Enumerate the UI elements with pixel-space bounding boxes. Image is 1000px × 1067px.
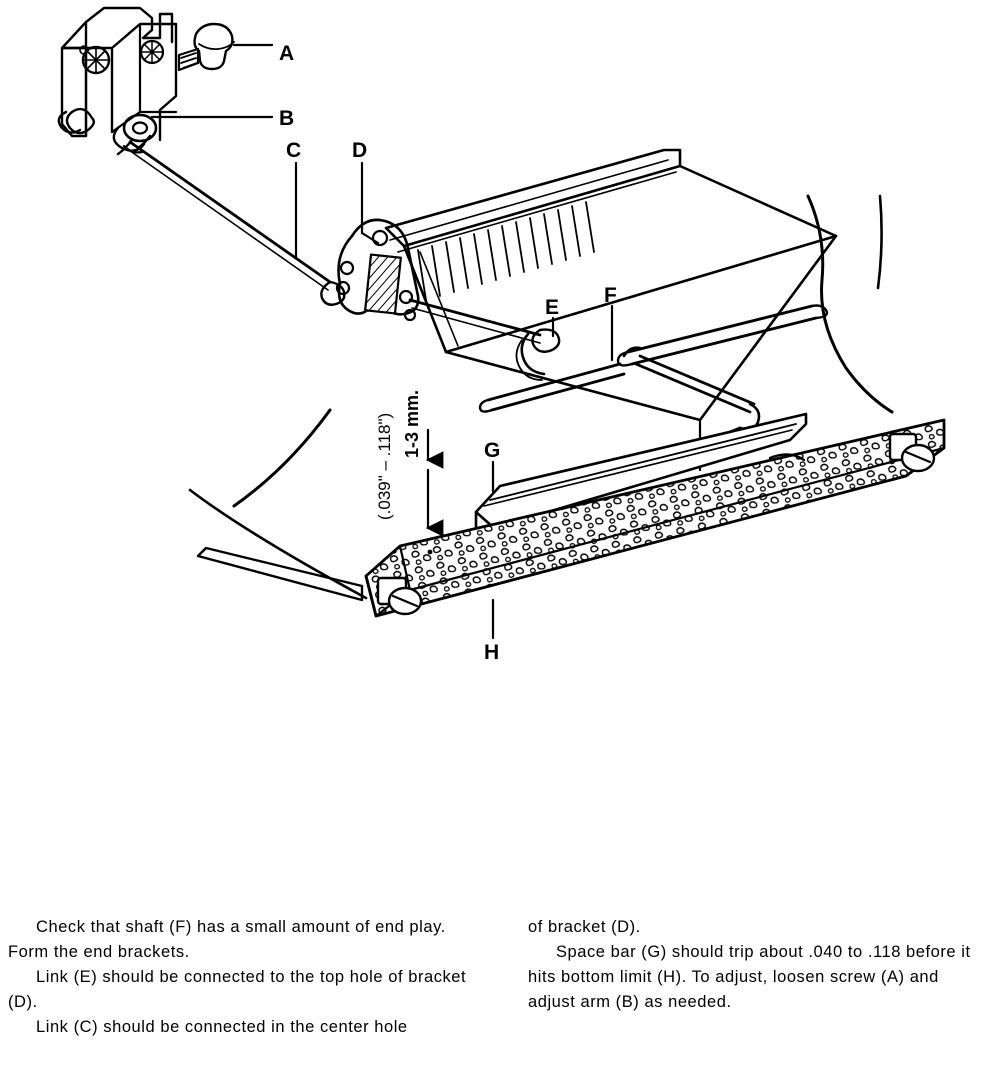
caption-paragraph: Check that shaft (F) has a small amount of end play. Form the end brackets. bbox=[8, 918, 446, 961]
callout-a: A bbox=[279, 42, 295, 65]
callout-leaders bbox=[152, 45, 378, 258]
callout-f: F bbox=[604, 284, 617, 307]
callout-h: H bbox=[484, 641, 500, 664]
caption-paragraph: Space bar (G) should trip about .040 to .118 before it hits bottom limit (H). To adjust, loosen screw (A) and adjust arm (B) as needed. bbox=[528, 943, 971, 1011]
caption-right-column bbox=[528, 915, 990, 1015]
caption-paragraph: Link (C) should be connected in the center hole bbox=[36, 1018, 408, 1036]
callout-e: E bbox=[545, 296, 560, 319]
figure-caption bbox=[0, 915, 1000, 1065]
callout-g: G bbox=[484, 439, 501, 462]
callout-b: B bbox=[279, 107, 295, 130]
callout-d: D bbox=[352, 139, 368, 162]
gap-dimension bbox=[428, 430, 433, 554]
caption-left-column bbox=[8, 915, 476, 1040]
dimension-millimeters: 1-3 mm. bbox=[402, 389, 422, 458]
link-c bbox=[126, 142, 344, 305]
end-bracket-assembly bbox=[59, 8, 176, 151]
caption-paragraph: of bracket (D). bbox=[528, 918, 641, 936]
screw-a bbox=[179, 24, 234, 70]
caption-paragraph: Link (E) should be connected to the top hole of bracket (D). bbox=[8, 968, 467, 1011]
callout-c: C bbox=[286, 139, 302, 162]
dimension-inches: (.039" – .118") bbox=[375, 412, 394, 520]
